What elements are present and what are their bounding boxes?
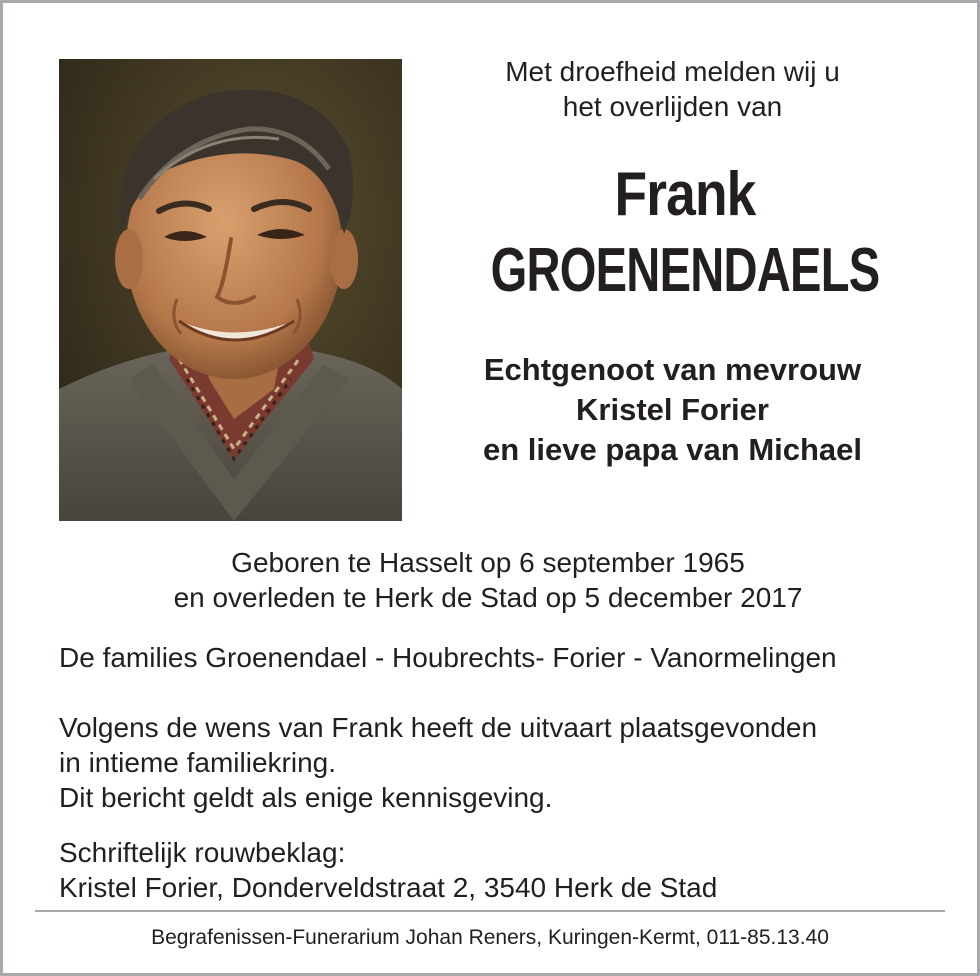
- relation-line: Kristel Forier: [576, 392, 769, 427]
- birth-line: Geboren te Hasselt op 6 september 1965: [231, 547, 745, 578]
- footer-divider: [35, 910, 945, 912]
- relation-line: Echtgenoot van mevrouw: [483, 352, 862, 387]
- families-text: De families Groenendael - Houbrechts- Forier - Vanormelingen: [59, 642, 837, 673]
- condolence-address-line: Kristel Forier, Donderveldstraat 2, 3540 Herk de Stad: [59, 872, 718, 903]
- condolence-label: Schriftelijk rouwbeklag:: [59, 837, 346, 868]
- portrait-photo: [59, 59, 402, 521]
- funeral-wish-text: [59, 710, 817, 815]
- life-dates: [60, 545, 916, 615]
- intro-line: het overlijden van: [562, 91, 783, 122]
- funeral-home-footer: Begrafenissen-Funerarium Johan Reners, Kuringen-Kermt, 011-85.13.40: [151, 926, 829, 949]
- wish-line: Dit bericht geldt als enige kennisgeving.: [59, 782, 553, 813]
- wish-line: Volgens de wens van Frank heeft de uitvaart plaatsgevonden: [59, 712, 818, 743]
- death-line: en overleden te Herk de Stad op 5 december 2017: [173, 582, 803, 613]
- relation-line: en lieve papa van Michael: [482, 432, 863, 467]
- wish-line: in intieme familiekring.: [59, 747, 336, 778]
- deceased-last-name: GROENENDAELS: [490, 236, 880, 305]
- relations-text: [430, 350, 915, 470]
- condolence-address: [59, 835, 717, 905]
- intro-text: [440, 54, 905, 124]
- intro-line: Met droefheid melden wij u: [505, 56, 840, 87]
- deceased-first-name: Frank: [614, 160, 756, 229]
